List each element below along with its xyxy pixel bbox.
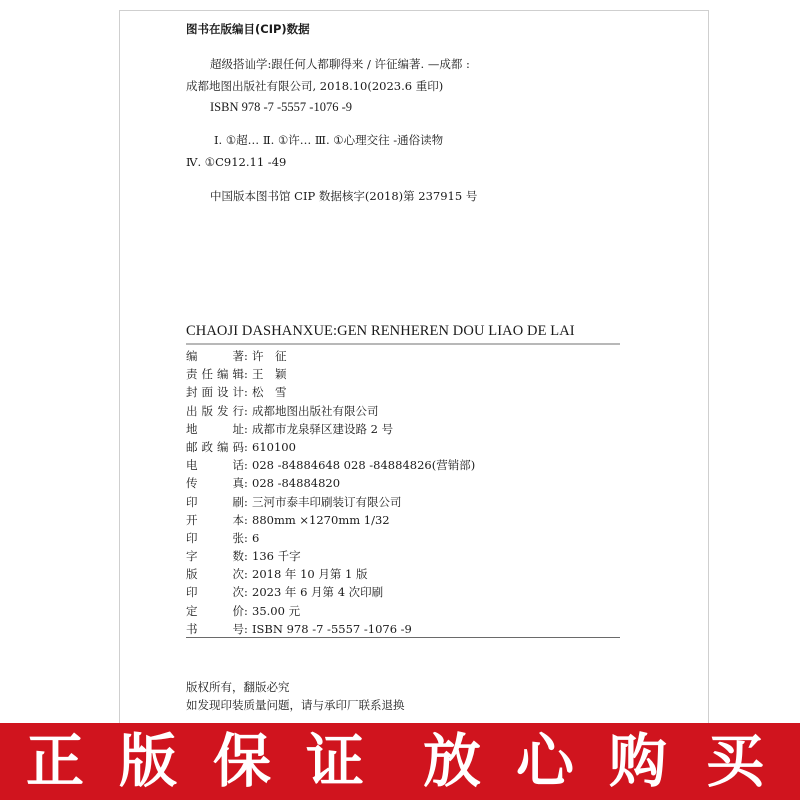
colon: : bbox=[244, 349, 248, 363]
colophon-row bbox=[186, 420, 475, 438]
label-char: 传 bbox=[186, 476, 198, 491]
colophon-value: 2023 年 6 月第 4 次印刷 bbox=[252, 585, 384, 600]
cip-heading: 图书在版编目(CIP)数据 bbox=[186, 22, 310, 36]
colophon-value: 6 bbox=[252, 530, 260, 545]
colophon-row bbox=[186, 511, 475, 529]
colophon-value: 王 颖 bbox=[252, 367, 287, 382]
colophon-label bbox=[186, 602, 244, 620]
label-char: 编 bbox=[186, 349, 198, 363]
label-char: 刷 bbox=[232, 494, 244, 509]
colophon-label bbox=[186, 383, 244, 401]
top-divider bbox=[186, 343, 620, 345]
banner-char: 保 bbox=[212, 727, 271, 795]
colophon-label bbox=[186, 547, 244, 565]
label-char: 话 bbox=[232, 458, 244, 473]
label-char: 号 bbox=[232, 621, 244, 636]
colophon-label bbox=[186, 456, 244, 474]
label-char: 次 bbox=[232, 585, 244, 600]
banner-char: 正 bbox=[25, 727, 84, 795]
label-char: 出 bbox=[186, 403, 198, 418]
label-char: 书 bbox=[186, 621, 198, 636]
label-char: 任 bbox=[201, 367, 213, 382]
colophon-value: 35.00 元 bbox=[252, 603, 301, 618]
label-char: 版 bbox=[201, 403, 213, 418]
colophon-label bbox=[186, 365, 244, 383]
label-char: 面 bbox=[201, 385, 213, 400]
colophon-label bbox=[186, 529, 244, 547]
colophon-value: 136 千字 bbox=[252, 549, 301, 564]
label-char: 发 bbox=[217, 403, 229, 418]
label-char: 辑 bbox=[232, 367, 244, 382]
colophon-value: 成都地图出版社有限公司 bbox=[252, 403, 379, 418]
cip-line-1: 超级搭讪学:跟任何人都聊得来 / 许征编著. —成都 : bbox=[210, 57, 470, 71]
label-char: 字 bbox=[186, 549, 198, 564]
english-title: CHAOJI DASHANXUE:GEN RENHEREN DOU LIAO DE LAI bbox=[186, 323, 575, 339]
colophon-label bbox=[186, 493, 244, 511]
colon: : bbox=[244, 512, 248, 527]
colophon-label bbox=[186, 620, 244, 638]
colophon-value: 三河市泰丰印刷装订有限公司 bbox=[252, 494, 402, 509]
colophon-label bbox=[186, 402, 244, 420]
label-char: 印 bbox=[186, 494, 198, 509]
colophon-row bbox=[186, 565, 475, 583]
label-char: 印 bbox=[186, 530, 198, 545]
colophon-row bbox=[186, 474, 475, 492]
cip-number: 中国版本图书馆 CIP 数据核字(2018)第 237915 号 bbox=[210, 189, 478, 203]
colophon-label bbox=[186, 438, 244, 456]
colon: : bbox=[244, 458, 248, 473]
colon: : bbox=[244, 476, 248, 491]
label-char: 定 bbox=[186, 603, 198, 618]
banner-char: 证 bbox=[305, 727, 364, 795]
colon: : bbox=[244, 549, 248, 564]
banner-char: 心 bbox=[515, 727, 574, 795]
colophon-row bbox=[186, 456, 475, 474]
label-char: 编 bbox=[217, 439, 229, 454]
label-char: 张 bbox=[232, 530, 244, 545]
colophon-value: 成都市龙泉驿区建设路 2 号 bbox=[252, 421, 394, 436]
colon: : bbox=[244, 439, 248, 454]
label-char: 开 bbox=[186, 512, 198, 527]
colophon-row bbox=[186, 402, 475, 420]
colon: : bbox=[244, 621, 248, 636]
label-char: 码 bbox=[232, 439, 244, 454]
colophon-row bbox=[186, 602, 475, 620]
colophon-value: 松 雪 bbox=[252, 385, 287, 400]
label-char: 设 bbox=[217, 385, 229, 400]
label-char: 封 bbox=[186, 385, 198, 400]
bottom-divider bbox=[186, 637, 620, 638]
label-char: 数 bbox=[232, 549, 244, 564]
quality-notice: 如发现印装质量问题，请与承印厂联系退换 bbox=[186, 698, 405, 712]
colophon-value: ISBN 978 -7 -5557 -1076 -9 bbox=[252, 621, 412, 636]
label-char: 本 bbox=[232, 512, 244, 527]
colophon-row bbox=[186, 547, 475, 565]
colophon-value: 880mm ×1270mm 1/32 bbox=[252, 512, 390, 527]
colophon-row bbox=[186, 438, 475, 456]
label-char: 计 bbox=[232, 385, 244, 400]
colophon-row bbox=[186, 529, 475, 547]
banner-char: 放 bbox=[422, 727, 481, 795]
cip-classification-1: Ⅰ. ①超… Ⅱ. ①许… Ⅲ. ①心理交往 -通俗读物 bbox=[214, 133, 444, 147]
label-char: 电 bbox=[186, 458, 198, 473]
copyright-notice: 版权所有，翻版必究 bbox=[186, 680, 290, 694]
colophon-value: 2018 年 10 月第 1 版 bbox=[252, 567, 368, 582]
colophon-value: 028 -84884648 028 -84884826(营销部) bbox=[252, 458, 476, 473]
colophon-row bbox=[186, 620, 475, 638]
label-char: 版 bbox=[186, 567, 198, 582]
colon: : bbox=[244, 403, 248, 418]
colon: : bbox=[244, 567, 248, 582]
colophon-row bbox=[186, 365, 475, 383]
label-char: 印 bbox=[186, 585, 198, 600]
banner-char: 购 bbox=[608, 727, 667, 795]
label-char: 邮 bbox=[186, 439, 198, 454]
colophon-label bbox=[186, 420, 244, 438]
colophon-label bbox=[186, 511, 244, 529]
cip-line-2: 成都地图出版社有限公司, 2018.10(2023.6 重印) bbox=[186, 79, 444, 93]
colon: : bbox=[244, 585, 248, 600]
label-char: 责 bbox=[186, 367, 198, 382]
banner-char: 版 bbox=[118, 727, 177, 795]
cip-classification-2: Ⅳ. ①C912.11 -49 bbox=[186, 155, 287, 169]
label-char: 行 bbox=[232, 403, 244, 418]
authentic-guarantee-banner bbox=[0, 723, 800, 800]
colophon-value: 许 征 bbox=[252, 349, 287, 363]
colon: : bbox=[244, 603, 248, 618]
colophon-label bbox=[186, 347, 244, 365]
label-char: 址 bbox=[232, 421, 244, 436]
colon: : bbox=[244, 530, 248, 545]
colophon-row bbox=[186, 347, 475, 365]
colon: : bbox=[244, 367, 248, 382]
label-char: 真 bbox=[232, 476, 244, 491]
colophon-list bbox=[186, 347, 475, 638]
colophon-value: 610100 bbox=[252, 439, 296, 454]
banner-char: 买 bbox=[705, 727, 764, 795]
cip-isbn: ISBN 978 -7 -5557 -1076 -9 bbox=[210, 100, 353, 114]
label-char: 政 bbox=[201, 439, 213, 454]
colon: : bbox=[244, 385, 248, 400]
colon: : bbox=[244, 494, 248, 509]
colophon-row bbox=[186, 583, 475, 601]
colophon-value: 028 -84884820 bbox=[252, 476, 341, 491]
colophon-label bbox=[186, 583, 244, 601]
colophon-row bbox=[186, 493, 475, 511]
colophon-label bbox=[186, 474, 244, 492]
label-char: 著 bbox=[232, 349, 244, 363]
label-char: 地 bbox=[186, 421, 198, 436]
colophon-label bbox=[186, 565, 244, 583]
label-char: 编 bbox=[217, 367, 229, 382]
colophon-row bbox=[186, 383, 475, 401]
label-char: 次 bbox=[232, 567, 244, 582]
colon: : bbox=[244, 421, 248, 436]
label-char: 价 bbox=[232, 603, 244, 618]
